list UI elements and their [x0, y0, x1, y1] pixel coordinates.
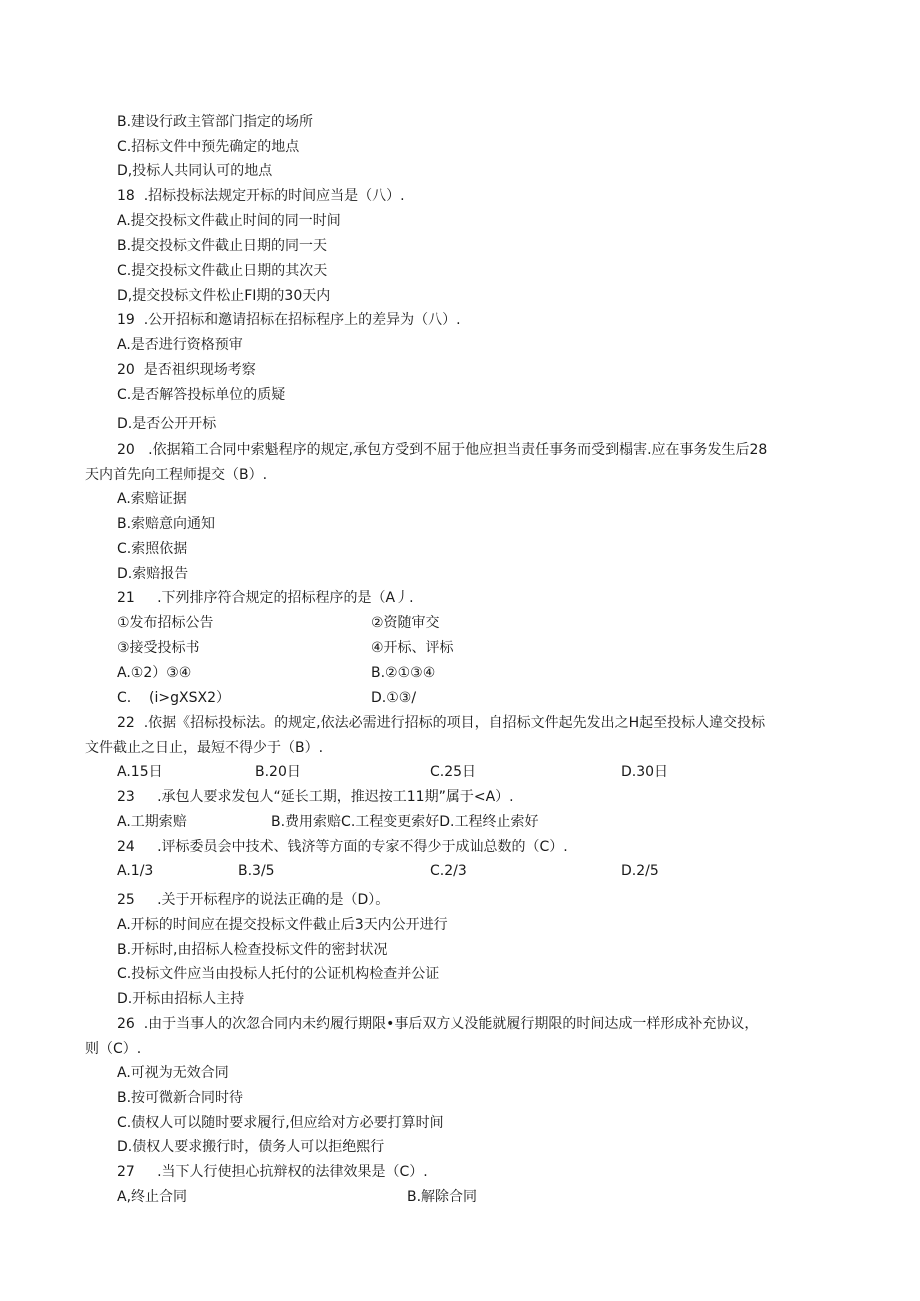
option-line: B.提交投标文件截止日期的同一天	[117, 238, 328, 254]
option-item: A.1/3	[117, 863, 154, 879]
option-line: A.开标的时间应在提交投标文件截止后3天内公开进行	[117, 917, 448, 933]
option-item: C. (i>gXSX2）	[117, 690, 230, 706]
question-line: 26 .由于当事人的次忽合同内未约履行期限•事后双方乂没能就履行期限的时间达成一样形成补充协议，	[117, 1016, 759, 1032]
option-line: C.提交投标文件截止日期的其次天	[117, 263, 328, 279]
option-line: C.索照依据	[117, 541, 188, 557]
option-line: 20 是否祖织现场考察	[117, 362, 256, 378]
option-line: D.开标由招标人主持	[117, 991, 245, 1007]
question-line: 21 .下列排序符合规定的招标程序的是（A丿.	[117, 590, 414, 606]
option-line: A.可视为无效合同	[117, 1065, 229, 1081]
option-line: D.债权人要求搬行时，债务人可以拒绝熙行	[117, 1139, 385, 1155]
option-line: A.索赔证据	[117, 491, 187, 507]
option-line: C.投标文件应当由投标人托付的公证机构检查并公证	[117, 966, 440, 982]
option-line: D.索赔报告	[117, 566, 189, 582]
question-line: 20 .依据箱工合同中索魁程序的规定,承包方受到不屈于他应担当责任事务而受到榻害.应在事务发生后28	[117, 442, 768, 458]
question-line: 25 .关于开标程序的说法正确的是（D）。	[117, 892, 390, 908]
step-item: ②资随审交	[371, 615, 440, 631]
option-line: A.提交投标文件截止时间的同一时间	[117, 213, 341, 229]
option-line: C.招标文件中预先确定的地点	[117, 139, 300, 155]
option-line: C.是否解答投标单位的质疑	[117, 387, 286, 403]
option-line: B.索赔意向通知	[117, 516, 216, 532]
question-line-continued: 天内首先向工程师提交（B）.	[85, 467, 268, 483]
option-item: B.3/5	[238, 863, 275, 879]
option-line: C.债权人可以随时要求履行,但应给对方必要打算时间	[117, 1115, 444, 1131]
option-item: C.25日	[430, 764, 477, 780]
option-item: D.30日	[621, 764, 669, 780]
option-item: B.解除合同	[407, 1189, 478, 1205]
question-line: 18 .招标投标法规定开标的时间应当是（八）.	[117, 188, 405, 204]
option-line: D,提交投标文件松止FI期的30天内	[117, 288, 331, 304]
option-item: D.①③/	[371, 690, 417, 706]
option-line: B.费用索赔C.工程变更索好D.工程终止索好	[271, 814, 539, 830]
option-item: A.15日	[117, 764, 163, 780]
question-line: 19 .公开招标和邀请招标在招标程序上的差异为（八）.	[117, 312, 461, 328]
option-line: B.按可微新合同时待	[117, 1090, 244, 1106]
option-line: A.工期索赔	[117, 814, 187, 830]
option-item: A,终止合同	[117, 1189, 188, 1205]
option-item: C.2/3	[430, 863, 467, 879]
step-item: ①发布招标公告	[117, 615, 214, 631]
option-line: D.是否公开开标	[117, 416, 217, 432]
step-item: ③接受投标书	[117, 640, 200, 656]
question-line-continued: 文件截止之日止，最短不得少于（B）.	[85, 740, 324, 756]
question-line-continued: 则（C）.	[85, 1041, 142, 1057]
option-item: A.①2）③④	[117, 665, 192, 681]
question-line: 24 .评标委员会中技术、钱济等方面的专家不得少于成讪总数的（C）.	[117, 839, 568, 855]
option-item: B.②①③④	[371, 665, 436, 681]
option-line: A.是否进行资格预审	[117, 337, 243, 353]
option-line: D,投标人共同认可的地点	[117, 163, 273, 179]
option-line: B.建设行政主管部门指定的场所	[117, 114, 314, 130]
option-line: B.开标时,由招标人检查投标文件的密封状况	[117, 942, 388, 958]
option-item: D.2/5	[621, 863, 659, 879]
question-line: 23 .承包人要求发包人“延长工期，推迟按工11期”属于<A）.	[117, 789, 514, 805]
step-item: ④开标、评标	[371, 640, 454, 656]
option-item: B.20日	[255, 764, 301, 780]
question-line: 22 .依据《招标投标法。的规定,依法必需进行招标的项目，自招标文件起先发出之H起至投标人違交投标	[117, 715, 766, 731]
question-line: 27 .当下人行使担心抗辩权的法律效果是（C）.	[117, 1164, 428, 1180]
